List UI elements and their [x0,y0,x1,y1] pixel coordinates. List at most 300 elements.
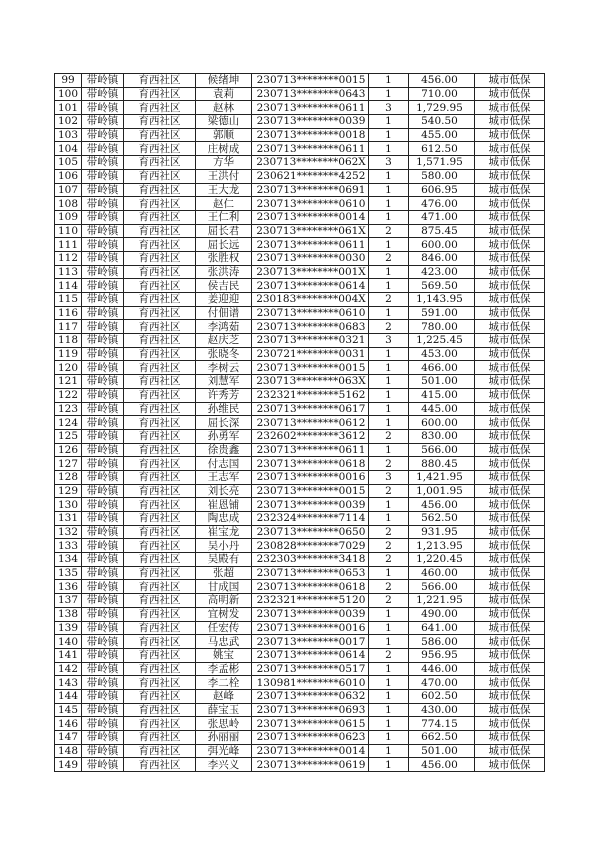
table-row [55,197,545,211]
category-cell: 城市低保 [475,594,545,608]
id-number-cell: 230713********0321 [252,334,369,348]
amount-cell: 415.00 [409,388,475,402]
town-cell: 带岭镇 [82,457,124,471]
row-number: 113 [55,265,82,279]
household-size-cell: 1 [369,621,409,635]
town-cell: 带岭镇 [82,87,124,101]
table-row [55,128,545,142]
category-cell: 城市低保 [475,648,545,662]
id-number-cell: 230713********0615 [252,717,369,731]
amount-cell: 490.00 [409,607,475,621]
category-cell: 城市低保 [475,128,545,142]
id-number-cell: 230713********0611 [252,238,369,252]
name-cell: 李二栓 [196,676,252,690]
category-cell: 城市低保 [475,744,545,758]
category-cell: 城市低保 [475,388,545,402]
amount-cell: 1,220.45 [409,553,475,567]
table-row [55,676,545,690]
row-number: 145 [55,703,82,717]
category-cell: 城市低保 [475,375,545,389]
category-cell: 城市低保 [475,676,545,690]
town-cell: 带岭镇 [82,402,124,416]
row-number: 119 [55,347,82,361]
id-number-cell: 130981********6010 [252,676,369,690]
amount-cell: 455.00 [409,128,475,142]
town-cell: 带岭镇 [82,744,124,758]
amount-cell: 1,001.95 [409,484,475,498]
row-number: 107 [55,183,82,197]
name-cell: 孙勇军 [196,429,252,443]
community-cell: 育西社区 [124,306,196,320]
table-row [55,293,545,307]
community-cell: 育西社区 [124,251,196,265]
name-cell: 李鸿茹 [196,320,252,334]
table-row [55,156,545,170]
row-number: 125 [55,429,82,443]
household-size-cell: 1 [369,128,409,142]
community-cell: 育西社区 [124,320,196,334]
town-cell: 带岭镇 [82,731,124,745]
household-size-cell: 1 [369,443,409,457]
table-row [55,717,545,731]
name-cell: 赵仁 [196,197,252,211]
town-cell: 带岭镇 [82,306,124,320]
name-cell: 郭顺 [196,128,252,142]
household-size-cell: 1 [369,115,409,129]
community-cell: 育西社区 [124,566,196,580]
town-cell: 带岭镇 [82,416,124,430]
row-number: 106 [55,169,82,183]
household-size-cell: 2 [369,224,409,238]
community-cell: 育西社区 [124,512,196,526]
category-cell: 城市低保 [475,703,545,717]
community-cell: 育西社区 [124,648,196,662]
name-cell: 吴殿有 [196,553,252,567]
row-number: 140 [55,635,82,649]
row-number: 102 [55,115,82,129]
row-number: 111 [55,238,82,252]
name-cell: 李孟彬 [196,662,252,676]
category-cell: 城市低保 [475,553,545,567]
town-cell: 带岭镇 [82,388,124,402]
town-cell: 带岭镇 [82,210,124,224]
amount-cell: 956.95 [409,648,475,662]
community-cell: 育西社区 [124,142,196,156]
table-row [55,621,545,635]
category-cell: 城市低保 [475,334,545,348]
community-cell: 育西社区 [124,156,196,170]
name-cell: 方华 [196,156,252,170]
town-cell: 带岭镇 [82,607,124,621]
row-number: 138 [55,607,82,621]
amount-cell: 501.00 [409,744,475,758]
id-number-cell: 230713********0618 [252,457,369,471]
town-cell: 带岭镇 [82,689,124,703]
row-number: 118 [55,334,82,348]
category-cell: 城市低保 [475,87,545,101]
community-cell: 育西社区 [124,731,196,745]
town-cell: 带岭镇 [82,580,124,594]
id-number-cell: 230713********0650 [252,525,369,539]
table-row [55,689,545,703]
id-number-cell: 230713********0623 [252,731,369,745]
community-cell: 育西社区 [124,498,196,512]
community-cell: 育西社区 [124,758,196,772]
name-cell: 崔宝龙 [196,525,252,539]
community-cell: 育西社区 [124,594,196,608]
amount-cell: 540.50 [409,115,475,129]
category-cell: 城市低保 [475,635,545,649]
category-cell: 城市低保 [475,210,545,224]
town-cell: 带岭镇 [82,566,124,580]
id-number-cell: 230713********0614 [252,279,369,293]
category-cell: 城市低保 [475,416,545,430]
id-number-cell: 230713********0015 [252,361,369,375]
amount-cell: 430.00 [409,703,475,717]
town-cell: 带岭镇 [82,238,124,252]
category-cell: 城市低保 [475,402,545,416]
row-number: 136 [55,580,82,594]
community-cell: 育西社区 [124,334,196,348]
community-cell: 育西社区 [124,87,196,101]
household-size-cell: 1 [369,210,409,224]
community-cell: 育西社区 [124,347,196,361]
town-cell: 带岭镇 [82,512,124,526]
community-cell: 育西社区 [124,470,196,484]
name-cell: 甘成国 [196,580,252,594]
id-number-cell: 230713********0016 [252,621,369,635]
town-cell: 带岭镇 [82,484,124,498]
id-number-cell: 230713********001X [252,265,369,279]
table-row [55,334,545,348]
category-cell: 城市低保 [475,265,545,279]
table-row [55,594,545,608]
category-cell: 城市低保 [475,142,545,156]
table-row [55,607,545,621]
community-cell: 育西社区 [124,238,196,252]
household-size-cell: 1 [369,169,409,183]
community-cell: 育西社区 [124,443,196,457]
town-cell: 带岭镇 [82,498,124,512]
name-cell: 屈长君 [196,224,252,238]
name-cell: 赵林 [196,101,252,115]
household-size-cell: 1 [369,498,409,512]
row-number: 110 [55,224,82,238]
community-cell: 育西社区 [124,553,196,567]
row-number: 103 [55,128,82,142]
community-cell: 育西社区 [124,539,196,553]
table-row [55,443,545,457]
table-row [55,238,545,252]
id-number-cell: 230713********0016 [252,470,369,484]
table-row [55,758,545,772]
row-number: 130 [55,498,82,512]
town-cell: 带岭镇 [82,676,124,690]
table-row [55,498,545,512]
id-number-cell: 230713********0611 [252,443,369,457]
amount-cell: 612.50 [409,142,475,156]
community-cell: 育西社区 [124,115,196,129]
household-size-cell: 1 [369,744,409,758]
id-number-cell: 230713********0653 [252,566,369,580]
town-cell: 带岭镇 [82,156,124,170]
name-cell: 薛宝玉 [196,703,252,717]
town-cell: 带岭镇 [82,224,124,238]
amount-cell: 580.00 [409,169,475,183]
row-number: 121 [55,375,82,389]
id-number-cell: 230713********0612 [252,416,369,430]
id-number-cell: 230713********0018 [252,128,369,142]
household-size-cell: 1 [369,74,409,88]
name-cell: 刘长亮 [196,484,252,498]
id-number-cell: 230713********0619 [252,758,369,772]
row-number: 147 [55,731,82,745]
table-row [55,142,545,156]
amount-cell: 445.00 [409,402,475,416]
household-size-cell: 2 [369,320,409,334]
category-cell: 城市低保 [475,183,545,197]
amount-cell: 569.50 [409,279,475,293]
name-cell: 赵庆芝 [196,334,252,348]
town-cell: 带岭镇 [82,594,124,608]
town-cell: 带岭镇 [82,251,124,265]
row-number: 142 [55,662,82,676]
name-cell: 庄树成 [196,142,252,156]
category-cell: 城市低保 [475,689,545,703]
community-cell: 育西社区 [124,361,196,375]
category-cell: 城市低保 [475,251,545,265]
household-size-cell: 1 [369,375,409,389]
category-cell: 城市低保 [475,347,545,361]
town-cell: 带岭镇 [82,375,124,389]
id-number-cell: 230713********0610 [252,306,369,320]
community-cell: 育西社区 [124,429,196,443]
table-row [55,375,545,389]
name-cell: 孙维民 [196,402,252,416]
amount-cell: 830.00 [409,429,475,443]
name-cell: 张胜权 [196,251,252,265]
community-cell: 育西社区 [124,183,196,197]
amount-cell: 1,221.95 [409,594,475,608]
table-row [55,648,545,662]
town-cell: 带岭镇 [82,347,124,361]
household-size-cell: 1 [369,142,409,156]
town-cell: 带岭镇 [82,648,124,662]
household-size-cell: 2 [369,293,409,307]
household-size-cell: 1 [369,758,409,772]
welfare-roster-table [54,73,545,772]
id-number-cell: 230713********0039 [252,498,369,512]
id-number-cell: 230713********0693 [252,703,369,717]
town-cell: 带岭镇 [82,183,124,197]
amount-cell: 606.95 [409,183,475,197]
household-size-cell: 1 [369,347,409,361]
household-size-cell: 2 [369,539,409,553]
town-cell: 带岭镇 [82,525,124,539]
community-cell: 育西社区 [124,197,196,211]
category-cell: 城市低保 [475,758,545,772]
id-number-cell: 230713********0030 [252,251,369,265]
category-cell: 城市低保 [475,443,545,457]
amount-cell: 476.00 [409,197,475,211]
table-row [55,265,545,279]
category-cell: 城市低保 [475,512,545,526]
id-number-cell: 232602********3612 [252,429,369,443]
id-number-cell: 230713********0014 [252,210,369,224]
id-number-cell: 230713********0014 [252,744,369,758]
town-cell: 带岭镇 [82,334,124,348]
table-row [55,635,545,649]
community-cell: 育西社区 [124,689,196,703]
name-cell: 刘慧军 [196,375,252,389]
amount-cell: 586.00 [409,635,475,649]
category-cell: 城市低保 [475,306,545,320]
name-cell: 袁莉 [196,87,252,101]
table-row [55,580,545,594]
community-cell: 育西社区 [124,101,196,115]
town-cell: 带岭镇 [82,553,124,567]
table-row [55,183,545,197]
id-number-cell: 230721********0031 [252,347,369,361]
table-row [55,402,545,416]
category-cell: 城市低保 [475,320,545,334]
row-number: 108 [55,197,82,211]
amount-cell: 602.50 [409,689,475,703]
town-cell: 带岭镇 [82,169,124,183]
category-cell: 城市低保 [475,429,545,443]
table-row [55,553,545,567]
community-cell: 育西社区 [124,74,196,88]
id-number-cell: 230713********0610 [252,197,369,211]
community-cell: 育西社区 [124,621,196,635]
row-number: 100 [55,87,82,101]
category-cell: 城市低保 [475,731,545,745]
name-cell: 付佃谱 [196,306,252,320]
household-size-cell: 1 [369,607,409,621]
amount-cell: 562.50 [409,512,475,526]
household-size-cell: 3 [369,156,409,170]
community-cell: 育西社区 [124,607,196,621]
household-size-cell: 2 [369,594,409,608]
amount-cell: 466.00 [409,361,475,375]
name-cell: 张晓冬 [196,347,252,361]
name-cell: 任宏传 [196,621,252,635]
category-cell: 城市低保 [475,566,545,580]
amount-cell: 453.00 [409,347,475,361]
table-row [55,361,545,375]
community-cell: 育西社区 [124,744,196,758]
name-cell: 姚宝 [196,648,252,662]
table-row [55,251,545,265]
id-number-cell: 230713********0683 [252,320,369,334]
amount-cell: 446.00 [409,662,475,676]
id-number-cell: 230713********0614 [252,648,369,662]
table-row [55,115,545,129]
household-size-cell: 1 [369,183,409,197]
name-cell: 徐贵鑫 [196,443,252,457]
row-number: 139 [55,621,82,635]
amount-cell: 931.95 [409,525,475,539]
household-size-cell: 2 [369,525,409,539]
roster-body [55,74,545,772]
row-number: 122 [55,388,82,402]
id-number-cell: 230713********0039 [252,607,369,621]
household-size-cell: 3 [369,470,409,484]
community-cell: 育西社区 [124,525,196,539]
town-cell: 带岭镇 [82,279,124,293]
community-cell: 育西社区 [124,703,196,717]
category-cell: 城市低保 [475,293,545,307]
category-cell: 城市低保 [475,101,545,115]
town-cell: 带岭镇 [82,429,124,443]
table-row [55,320,545,334]
name-cell: 许秀芳 [196,388,252,402]
id-number-cell: 230713********0618 [252,580,369,594]
table-row [55,87,545,101]
town-cell: 带岭镇 [82,293,124,307]
community-cell: 育西社区 [124,388,196,402]
name-cell: 张思岭 [196,717,252,731]
amount-cell: 471.00 [409,210,475,224]
name-cell: 陶忠成 [196,512,252,526]
amount-cell: 456.00 [409,758,475,772]
table-row [55,512,545,526]
amount-cell: 780.00 [409,320,475,334]
town-cell: 带岭镇 [82,74,124,88]
table-row [55,224,545,238]
row-number: 123 [55,402,82,416]
table-row [55,470,545,484]
household-size-cell: 1 [369,635,409,649]
community-cell: 育西社区 [124,416,196,430]
id-number-cell: 230713********0611 [252,142,369,156]
row-number: 144 [55,689,82,703]
town-cell: 带岭镇 [82,635,124,649]
category-cell: 城市低保 [475,717,545,731]
row-number: 127 [55,457,82,471]
amount-cell: 1,143.95 [409,293,475,307]
amount-cell: 1,571.95 [409,156,475,170]
table-row [55,484,545,498]
table-row [55,731,545,745]
name-cell: 高明新 [196,594,252,608]
category-cell: 城市低保 [475,457,545,471]
name-cell: 崔恩铺 [196,498,252,512]
table-row [55,347,545,361]
name-cell: 付志国 [196,457,252,471]
id-number-cell: 230713********0039 [252,115,369,129]
name-cell: 张超 [196,566,252,580]
amount-cell: 456.00 [409,498,475,512]
table-row [55,525,545,539]
community-cell: 育西社区 [124,224,196,238]
id-number-cell: 230621********4252 [252,169,369,183]
town-cell: 带岭镇 [82,539,124,553]
row-number: 132 [55,525,82,539]
community-cell: 育西社区 [124,210,196,224]
household-size-cell: 1 [369,306,409,320]
row-number: 131 [55,512,82,526]
category-cell: 城市低保 [475,74,545,88]
table-row [55,429,545,443]
household-size-cell: 1 [369,731,409,745]
table-row [55,566,545,580]
amount-cell: 880.45 [409,457,475,471]
category-cell: 城市低保 [475,156,545,170]
amount-cell: 501.00 [409,375,475,389]
name-cell: 王仁利 [196,210,252,224]
household-size-cell: 3 [369,334,409,348]
